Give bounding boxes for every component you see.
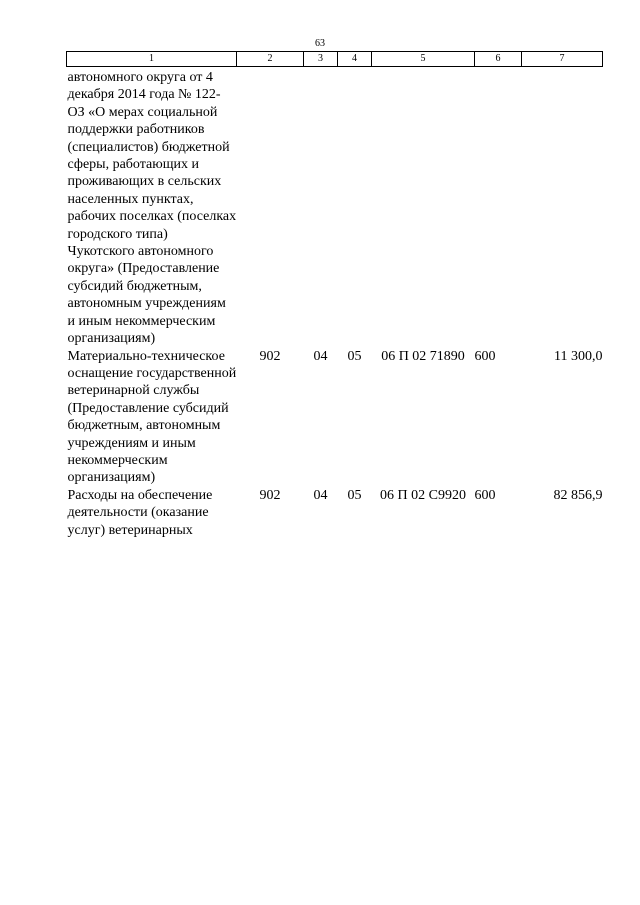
cell-section: 04 — [313, 487, 328, 503]
table-row — [67, 487, 603, 539]
cell-section — [304, 67, 338, 348]
cell-ministry-code: 902 — [259, 348, 281, 364]
cell-subsection: 05 — [347, 487, 362, 503]
cell-expense-type — [475, 67, 522, 348]
column-header-7: 7 — [522, 52, 603, 67]
row-name: Материально-техническое оснащение государственной ветеринарной службы (Предоставление субсидий бюджетным, автономным учреждениям и иным некоммерческим организациям) — [67, 348, 237, 486]
cell-target-code: 06 П 02 С9920 — [380, 487, 466, 503]
cell-amount — [522, 67, 603, 348]
column-header-1: 1 — [67, 52, 237, 67]
cell-section: 04 — [313, 348, 328, 364]
cell-amount: 11 300,0 — [554, 348, 603, 364]
budget-table — [66, 51, 603, 539]
cell-amount: 82 856,9 — [553, 487, 603, 503]
cell-ministry-code: 902 — [259, 487, 281, 503]
column-header-4: 4 — [338, 52, 372, 67]
row-name: Расходы на обеспечение деятельности (оказание услуг) ветеринарных — [67, 487, 213, 538]
cell-ministry-code — [237, 67, 304, 348]
table-header-row — [67, 52, 603, 67]
column-header-6: 6 — [475, 52, 522, 67]
cell-expense-type: 600 — [474, 487, 496, 503]
column-header-3: 3 — [304, 52, 338, 67]
row-name: автономного округа от 4 декабря 2014 года № 122-ОЗ «О мерах социальной поддержки работников (специалистов) бюджетной сферы, работающих и проживающих в сельских населенных пунктах, рабочих поселках (поселках городского типа) Чукотского автономного округа» (Предоставление субсидий бюджетным, автономным учреждениям и иным некоммерческим организациям) — [67, 70, 237, 347]
cell-expense-type: 600 — [474, 348, 496, 364]
column-header-5: 5 — [372, 52, 475, 67]
table-row — [67, 67, 603, 348]
cell-target-code: 06 П 02 71890 — [381, 348, 465, 364]
cell-target-code — [372, 67, 475, 348]
column-header-2: 2 — [237, 52, 304, 67]
cell-subsection: 05 — [347, 348, 362, 364]
page-number: 63 — [315, 38, 325, 49]
table-row — [67, 348, 603, 487]
cell-subsection — [338, 67, 372, 348]
